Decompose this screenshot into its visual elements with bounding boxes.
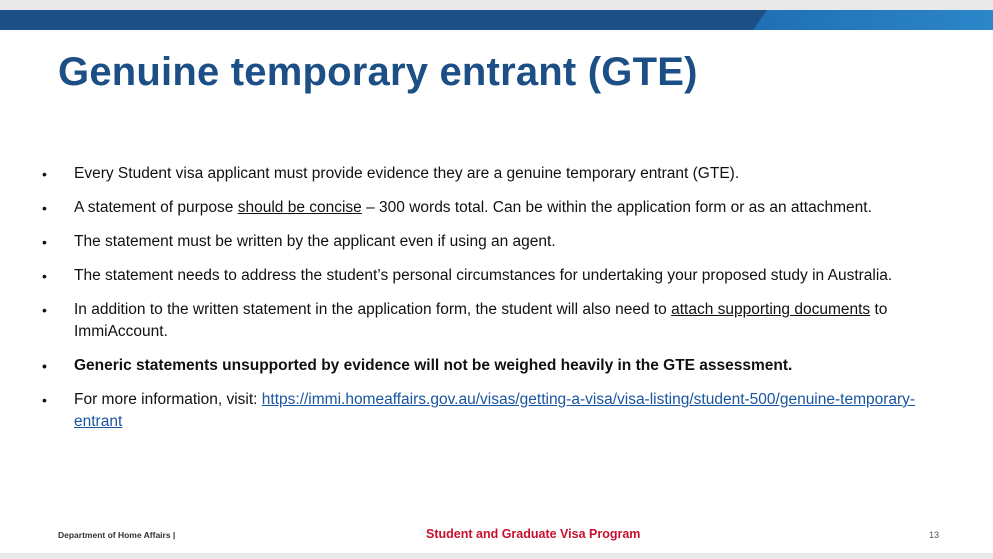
bullet-text: Generic statements unsupported by evidence will not be weighed heavily in the GTE assessment. [74, 357, 793, 374]
bullet-dot: • [42, 200, 47, 216]
bullet-text-before: In addition to the written statement in the application form, the student will also need to [74, 301, 672, 318]
header-banner-accent [753, 10, 993, 30]
bullet-text-before: For more information, visit: [74, 391, 262, 408]
bullet-item-1 [40, 163, 960, 185]
bottom-strip [0, 553, 993, 559]
bullet-text: Every Student visa applicant must provide evidence they are a genuine temporary entrant (GTE). [74, 165, 740, 182]
gte-info-link[interactable]: https://immi.homeaffairs.gov.au/visas/getting-a-visa/visa-listing/student-500/genuine-temporary-entrant [74, 391, 916, 430]
slide-title: Genuine temporary entrant (GTE) [58, 50, 698, 94]
bullet-text-before: A statement of purpose [74, 199, 238, 216]
bullet-dot: • [42, 358, 47, 374]
bullet-text-after: – 300 words total. Can be within the application form or as an attachment. [361, 199, 872, 216]
top-strip [0, 0, 993, 10]
bullet-text-after: to ImmiAccount. [74, 301, 888, 340]
bullet-item-2 [40, 197, 960, 219]
bullet-text: The statement must be written by the applicant even if using an agent. [74, 233, 556, 250]
bullet-item-4 [40, 265, 960, 287]
bullet-list [40, 163, 960, 445]
bullet-dot: • [42, 166, 47, 182]
footer-program: Student and Graduate Visa Program [426, 527, 641, 541]
bullet-item-7 [40, 389, 960, 433]
page-number: 13 [929, 530, 940, 540]
bullet-item-5 [40, 299, 960, 343]
bullet-dot: • [42, 234, 47, 250]
bullet-text-underlined: attach supporting documents [671, 301, 871, 318]
bullet-dot: • [42, 268, 47, 284]
bullet-text: The statement needs to address the student’s personal circumstances for undertaking your proposed study in Australia. [74, 267, 893, 284]
bullet-item-3 [40, 231, 960, 253]
bullet-dot: • [42, 392, 47, 408]
footer-department: Department of Home Affairs | [58, 530, 176, 540]
bullet-item-6 [40, 355, 960, 377]
bullet-text-underlined: should be concise [237, 199, 362, 216]
bullet-dot: • [42, 302, 47, 318]
